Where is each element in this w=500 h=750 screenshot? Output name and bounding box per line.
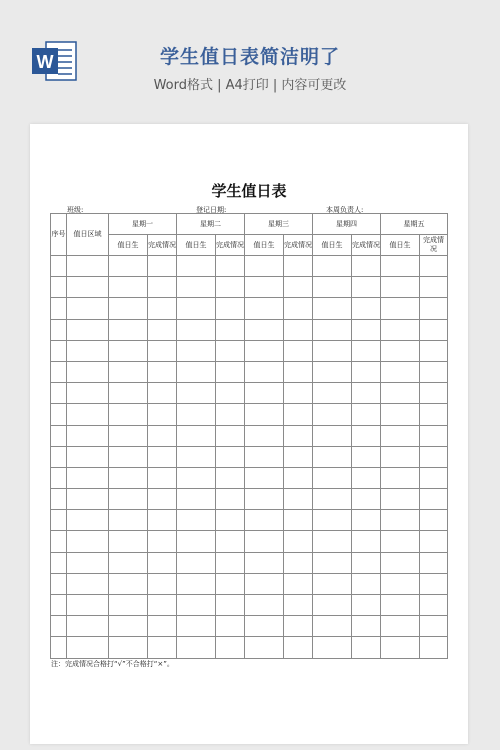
table-cell xyxy=(245,531,284,552)
table-cell xyxy=(352,573,381,594)
table-cell xyxy=(67,595,109,616)
duty-subheader: 值日生 xyxy=(109,235,148,256)
table-cell xyxy=(381,319,420,340)
table-cell xyxy=(352,277,381,298)
header-row-subcols xyxy=(51,235,448,256)
table-cell xyxy=(109,446,148,467)
table-cell xyxy=(51,404,67,425)
table-row xyxy=(51,531,448,552)
table-cell xyxy=(245,616,284,637)
table-cell xyxy=(177,425,216,446)
table-cell xyxy=(109,510,148,531)
table-cell xyxy=(313,573,352,594)
table-cell xyxy=(381,467,420,488)
seq-header: 序号 xyxy=(51,214,67,256)
table-cell xyxy=(109,319,148,340)
table-cell xyxy=(216,552,245,573)
table-cell xyxy=(420,467,448,488)
table-cell xyxy=(313,383,352,404)
table-cell xyxy=(216,256,245,277)
table-cell xyxy=(148,319,177,340)
table-cell xyxy=(352,489,381,510)
table-cell xyxy=(51,573,67,594)
table-row xyxy=(51,552,448,573)
table-cell xyxy=(313,277,352,298)
table-cell xyxy=(109,573,148,594)
table-row xyxy=(51,489,448,510)
table-cell xyxy=(420,383,448,404)
table-cell xyxy=(109,383,148,404)
table-cell xyxy=(313,319,352,340)
table-cell xyxy=(109,637,148,658)
table-cell xyxy=(109,595,148,616)
table-row xyxy=(51,277,448,298)
table-cell xyxy=(177,383,216,404)
table-cell xyxy=(51,319,67,340)
table-cell xyxy=(381,404,420,425)
table-cell xyxy=(420,425,448,446)
table-cell xyxy=(148,256,177,277)
table-cell xyxy=(420,319,448,340)
table-cell xyxy=(381,595,420,616)
table-cell xyxy=(109,531,148,552)
table-cell xyxy=(67,467,109,488)
table-cell xyxy=(381,489,420,510)
table-cell xyxy=(67,552,109,573)
table-cell xyxy=(313,298,352,319)
day-header-fri: 星期五 xyxy=(381,214,448,235)
table-cell xyxy=(420,637,448,658)
table-cell xyxy=(313,256,352,277)
table-cell xyxy=(284,446,313,467)
table-cell xyxy=(313,531,352,552)
table-cell xyxy=(420,361,448,382)
table-cell xyxy=(148,531,177,552)
table-cell xyxy=(352,446,381,467)
table-cell xyxy=(313,340,352,361)
table-cell xyxy=(51,361,67,382)
table-cell xyxy=(216,361,245,382)
table-cell xyxy=(216,404,245,425)
table-cell xyxy=(177,319,216,340)
table-cell xyxy=(109,256,148,277)
area-header: 值日区域 xyxy=(67,214,109,256)
duty-subheader: 值日生 xyxy=(313,235,352,256)
page-title: 学生值日表简洁明了 xyxy=(159,46,340,68)
table-row xyxy=(51,446,448,467)
table-cell xyxy=(420,531,448,552)
table-cell xyxy=(177,510,216,531)
table-cell xyxy=(381,446,420,467)
table-row xyxy=(51,340,448,361)
table-cell xyxy=(148,404,177,425)
table-cell xyxy=(51,256,67,277)
table-cell xyxy=(216,616,245,637)
table-cell xyxy=(352,319,381,340)
table-cell xyxy=(148,637,177,658)
table-cell xyxy=(67,298,109,319)
table-cell xyxy=(51,489,67,510)
table-cell xyxy=(245,425,284,446)
table-cell xyxy=(245,467,284,488)
table-cell xyxy=(284,319,313,340)
table-row xyxy=(51,510,448,531)
table-cell xyxy=(67,277,109,298)
table-cell xyxy=(352,404,381,425)
table-cell xyxy=(313,467,352,488)
table-cell xyxy=(284,467,313,488)
table-cell xyxy=(177,616,216,637)
document-title: 学生值日表 xyxy=(211,182,287,200)
duty-table xyxy=(50,213,448,659)
table-cell xyxy=(67,425,109,446)
table-cell xyxy=(67,319,109,340)
table-cell xyxy=(109,616,148,637)
duty-subheader: 值日生 xyxy=(177,235,216,256)
table-cell xyxy=(245,319,284,340)
table-cell xyxy=(352,467,381,488)
table-row xyxy=(51,616,448,637)
day-header-wed: 星期三 xyxy=(245,214,313,235)
table-cell xyxy=(420,340,448,361)
table-cell xyxy=(67,637,109,658)
table-cell xyxy=(352,510,381,531)
document-page xyxy=(30,124,468,744)
table-cell xyxy=(313,361,352,382)
table-cell xyxy=(352,383,381,404)
table-cell xyxy=(148,616,177,637)
table-cell xyxy=(216,425,245,446)
table-cell xyxy=(216,277,245,298)
table-cell xyxy=(109,489,148,510)
table-cell xyxy=(420,595,448,616)
table-cell xyxy=(177,573,216,594)
table-cell xyxy=(381,552,420,573)
table-cell xyxy=(245,361,284,382)
table-cell xyxy=(420,573,448,594)
table-row xyxy=(51,361,448,382)
table-cell xyxy=(284,552,313,573)
table-cell xyxy=(284,531,313,552)
table-cell xyxy=(109,552,148,573)
status-subheader: 完成情况 xyxy=(352,235,381,256)
page-subtitle: Word格式 | A4打印 | 内容可更改 xyxy=(153,78,347,93)
table-cell xyxy=(284,637,313,658)
status-subheader: 完成情况 xyxy=(420,235,448,256)
table-cell xyxy=(109,298,148,319)
table-cell xyxy=(381,361,420,382)
table-cell xyxy=(245,298,284,319)
table-cell xyxy=(67,510,109,531)
table-cell xyxy=(148,552,177,573)
table-cell xyxy=(148,489,177,510)
table-cell xyxy=(352,616,381,637)
table-cell xyxy=(313,489,352,510)
table-cell xyxy=(245,489,284,510)
table-cell xyxy=(313,637,352,658)
table-cell xyxy=(216,531,245,552)
table-cell xyxy=(381,277,420,298)
table-cell xyxy=(420,277,448,298)
table-cell xyxy=(352,531,381,552)
table-cell xyxy=(381,616,420,637)
table-cell xyxy=(51,340,67,361)
table-row xyxy=(51,404,448,425)
table-cell xyxy=(420,552,448,573)
table-cell xyxy=(51,298,67,319)
table-cell xyxy=(381,425,420,446)
table-cell xyxy=(148,595,177,616)
table-cell xyxy=(381,573,420,594)
table-cell xyxy=(51,637,67,658)
table-cell xyxy=(284,277,313,298)
table-cell xyxy=(245,404,284,425)
table-cell xyxy=(313,595,352,616)
table-cell xyxy=(109,467,148,488)
status-subheader: 完成情况 xyxy=(148,235,177,256)
table-row xyxy=(51,637,448,658)
table-cell xyxy=(381,298,420,319)
table-cell xyxy=(313,425,352,446)
table-cell xyxy=(245,256,284,277)
table-cell xyxy=(177,531,216,552)
table-cell xyxy=(284,256,313,277)
table-cell xyxy=(148,277,177,298)
table-cell xyxy=(352,637,381,658)
table-cell xyxy=(245,552,284,573)
table-cell xyxy=(109,277,148,298)
table-row xyxy=(51,595,448,616)
table-cell xyxy=(313,510,352,531)
status-subheader: 完成情况 xyxy=(284,235,313,256)
table-cell xyxy=(245,277,284,298)
table-cell xyxy=(381,340,420,361)
status-subheader: 完成情况 xyxy=(216,235,245,256)
table-cell xyxy=(51,467,67,488)
table-cell xyxy=(284,425,313,446)
table-cell xyxy=(67,531,109,552)
table-cell xyxy=(51,616,67,637)
table-row xyxy=(51,383,448,404)
table-cell xyxy=(284,510,313,531)
table-cell xyxy=(420,510,448,531)
table-cell xyxy=(245,573,284,594)
table-cell xyxy=(51,383,67,404)
table-cell xyxy=(177,340,216,361)
table-cell xyxy=(420,446,448,467)
table-cell xyxy=(177,595,216,616)
table-row xyxy=(51,467,448,488)
table-cell xyxy=(352,552,381,573)
table-cell xyxy=(109,361,148,382)
table-cell xyxy=(148,383,177,404)
duty-subheader: 值日生 xyxy=(381,235,420,256)
table-cell xyxy=(51,277,67,298)
table-cell xyxy=(177,277,216,298)
table-cell xyxy=(148,446,177,467)
day-header-tue: 星期二 xyxy=(177,214,245,235)
table-row xyxy=(51,573,448,594)
table-cell xyxy=(177,404,216,425)
table-cell xyxy=(313,404,352,425)
table-cell xyxy=(352,298,381,319)
table-cell xyxy=(67,573,109,594)
table-row xyxy=(51,256,448,277)
table-cell xyxy=(148,573,177,594)
table-cell xyxy=(148,340,177,361)
duty-subheader: 值日生 xyxy=(245,235,284,256)
table-cell xyxy=(51,425,67,446)
table-cell xyxy=(67,383,109,404)
table-cell xyxy=(313,616,352,637)
table-cell xyxy=(51,446,67,467)
table-cell xyxy=(284,595,313,616)
table-cell xyxy=(313,552,352,573)
word-logo-letter: W xyxy=(36,52,54,72)
table-cell xyxy=(381,256,420,277)
table-cell xyxy=(67,340,109,361)
table-cell xyxy=(67,489,109,510)
table-cell xyxy=(148,361,177,382)
table-cell xyxy=(352,361,381,382)
class-label: 班级: xyxy=(67,206,84,214)
table-cell xyxy=(245,383,284,404)
table-cell xyxy=(420,489,448,510)
header-banner xyxy=(0,0,500,120)
table-cell xyxy=(216,319,245,340)
table-cell xyxy=(177,552,216,573)
table-cell xyxy=(216,637,245,658)
table-cell xyxy=(284,489,313,510)
table-cell xyxy=(51,595,67,616)
table-cell xyxy=(216,340,245,361)
table-cell xyxy=(51,510,67,531)
header-row-days xyxy=(51,214,448,235)
date-label: 登记日期: xyxy=(196,206,227,214)
table-cell xyxy=(148,510,177,531)
table-cell xyxy=(51,531,67,552)
table-cell xyxy=(381,531,420,552)
table-cell xyxy=(284,298,313,319)
table-cell xyxy=(245,637,284,658)
table-cell xyxy=(245,510,284,531)
table-cell xyxy=(67,616,109,637)
table-cell xyxy=(245,340,284,361)
table-cell xyxy=(177,489,216,510)
table-cell xyxy=(284,361,313,382)
table-cell xyxy=(245,595,284,616)
table-cell xyxy=(67,446,109,467)
table-cell xyxy=(216,489,245,510)
table-cell xyxy=(352,256,381,277)
table-cell xyxy=(216,383,245,404)
table-cell xyxy=(381,510,420,531)
table-cell xyxy=(420,256,448,277)
table-row xyxy=(51,319,448,340)
table-cell xyxy=(284,340,313,361)
table-cell xyxy=(284,573,313,594)
table-row xyxy=(51,425,448,446)
table-cell xyxy=(216,595,245,616)
table-cell xyxy=(284,383,313,404)
table-cell xyxy=(177,361,216,382)
table-cell xyxy=(313,446,352,467)
owner-label: 本周负责人: xyxy=(326,206,364,214)
table-cell xyxy=(420,404,448,425)
day-header-mon: 星期一 xyxy=(109,214,177,235)
table-cell xyxy=(148,425,177,446)
table-cell xyxy=(284,404,313,425)
table-cell xyxy=(177,298,216,319)
table-cell xyxy=(216,573,245,594)
table-cell xyxy=(352,425,381,446)
table-cell xyxy=(177,256,216,277)
table-cell xyxy=(177,446,216,467)
table-cell xyxy=(67,361,109,382)
table-cell xyxy=(216,446,245,467)
footnote: 注：完成情况合格打“√”不合格打“×”。 xyxy=(51,660,174,668)
table-cell xyxy=(352,340,381,361)
table-cell xyxy=(216,510,245,531)
day-header-thu: 星期四 xyxy=(313,214,381,235)
table-cell xyxy=(109,340,148,361)
table-cell xyxy=(109,404,148,425)
table-cell xyxy=(245,446,284,467)
table-cell xyxy=(216,467,245,488)
table-cell xyxy=(352,595,381,616)
table-cell xyxy=(177,467,216,488)
table-cell xyxy=(420,616,448,637)
table-cell xyxy=(51,552,67,573)
table-cell xyxy=(109,425,148,446)
table-cell xyxy=(177,637,216,658)
table-cell xyxy=(67,404,109,425)
table-row xyxy=(51,298,448,319)
table-cell xyxy=(148,298,177,319)
table-cell xyxy=(148,467,177,488)
table-cell xyxy=(381,383,420,404)
table-cell xyxy=(420,298,448,319)
table-cell xyxy=(284,616,313,637)
table-cell xyxy=(216,298,245,319)
table-cell xyxy=(381,637,420,658)
table-cell xyxy=(67,256,109,277)
